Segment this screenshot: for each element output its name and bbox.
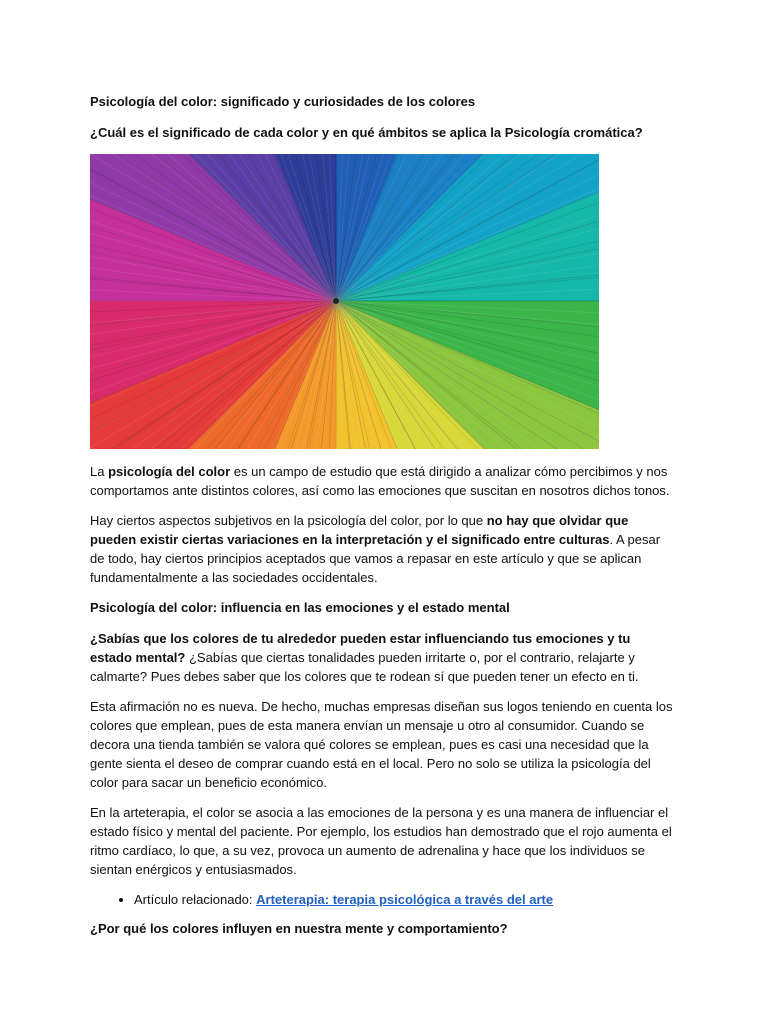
section-heading-why: ¿Por qué los colores influyen en nuestra mente y comportamiento?: [90, 921, 508, 936]
article-title: Psicología del color: significado y curiosidades de los colores: [90, 94, 476, 109]
color-wheel-image: [90, 154, 599, 449]
bold-emphasis: no hay que olvidar que pueden existir ciertas variaciones en la interpretación y el significado entre culturas: [90, 513, 629, 547]
color-wheel-graphic: [90, 154, 599, 449]
paragraph-subjective: Hay ciertos aspectos subjetivos en la psicología del color, por lo que no hay que olvidar que pueden existir ciertas variaciones en la interpretación y el significado entre culturas. A pesar de todo, hay ciertos principios aceptados que vamos a repasar en este artículo y que se aplican fundamentalmente a las sociedades occidentales.: [90, 513, 661, 585]
article-subtitle: ¿Cuál es el significado de cada color y en qué ámbitos se aplica la Psicología cromática?: [90, 125, 643, 140]
bold-term: psicología del color: [108, 464, 231, 479]
bold-question: ¿Sabías que los colores de tu alrededor pueden estar influenciando tus emociones y tu estado mental?: [90, 631, 631, 665]
related-list: [90, 890, 675, 909]
paragraph-intro: La psicología del color es un campo de estudio que está dirigido a analizar cómo percibimos y nos comportamos ante distintos colores, así como las emociones que suscitan en nosotros dichos tonos.: [90, 464, 670, 498]
related-item: • Artículo relacionado: Arteterapia: terapia psicológica a través del arte: [134, 890, 675, 909]
section-heading-emotions: Psicología del color: influencia en las emociones y el estado mental: [90, 600, 510, 615]
related-article-link[interactable]: Arteterapia: terapia psicológica a través del arte: [256, 892, 554, 907]
wheel-center: [333, 298, 339, 304]
paragraph-arteterapia: En la arteterapia, el color se asocia a las emociones de la persona y es una manera de influenciar el estado físico y mental del paciente. Por ejemplo, los estudios han demostrado que el rojo aumenta el ritmo cardíaco, lo que, a su vez, provoca un aumento de adrenalina y hace que los individuos se sientan enérgicos y entusiasmados.: [90, 805, 672, 877]
article-body: [90, 92, 675, 950]
paragraph-question: ¿Sabías que los colores de tu alrededor pueden estar influenciando tus emociones y tu estado mental? ¿Sabías que ciertas tonalidades pueden irritarte o, por el contrario, relajarte y calmarte? Pues debes saber que los colores que te rodean sí que pueden tener un efecto en ti.: [90, 631, 639, 684]
paragraph-business: Esta afirmación no es nueva. De hecho, muchas empresas diseñan sus logos teniendo en cuenta los colores que emplean, pues de esta manera envían un mensaje u otro al consumidor. Cuando se decora una tienda también se valora qué colores se emplean, pues es casi una necesidad que la gente sienta el deseo de comprar cuando está en el local. Pero no solo se utiliza la psicología del color para sacar un beneficio económico.: [90, 699, 673, 790]
